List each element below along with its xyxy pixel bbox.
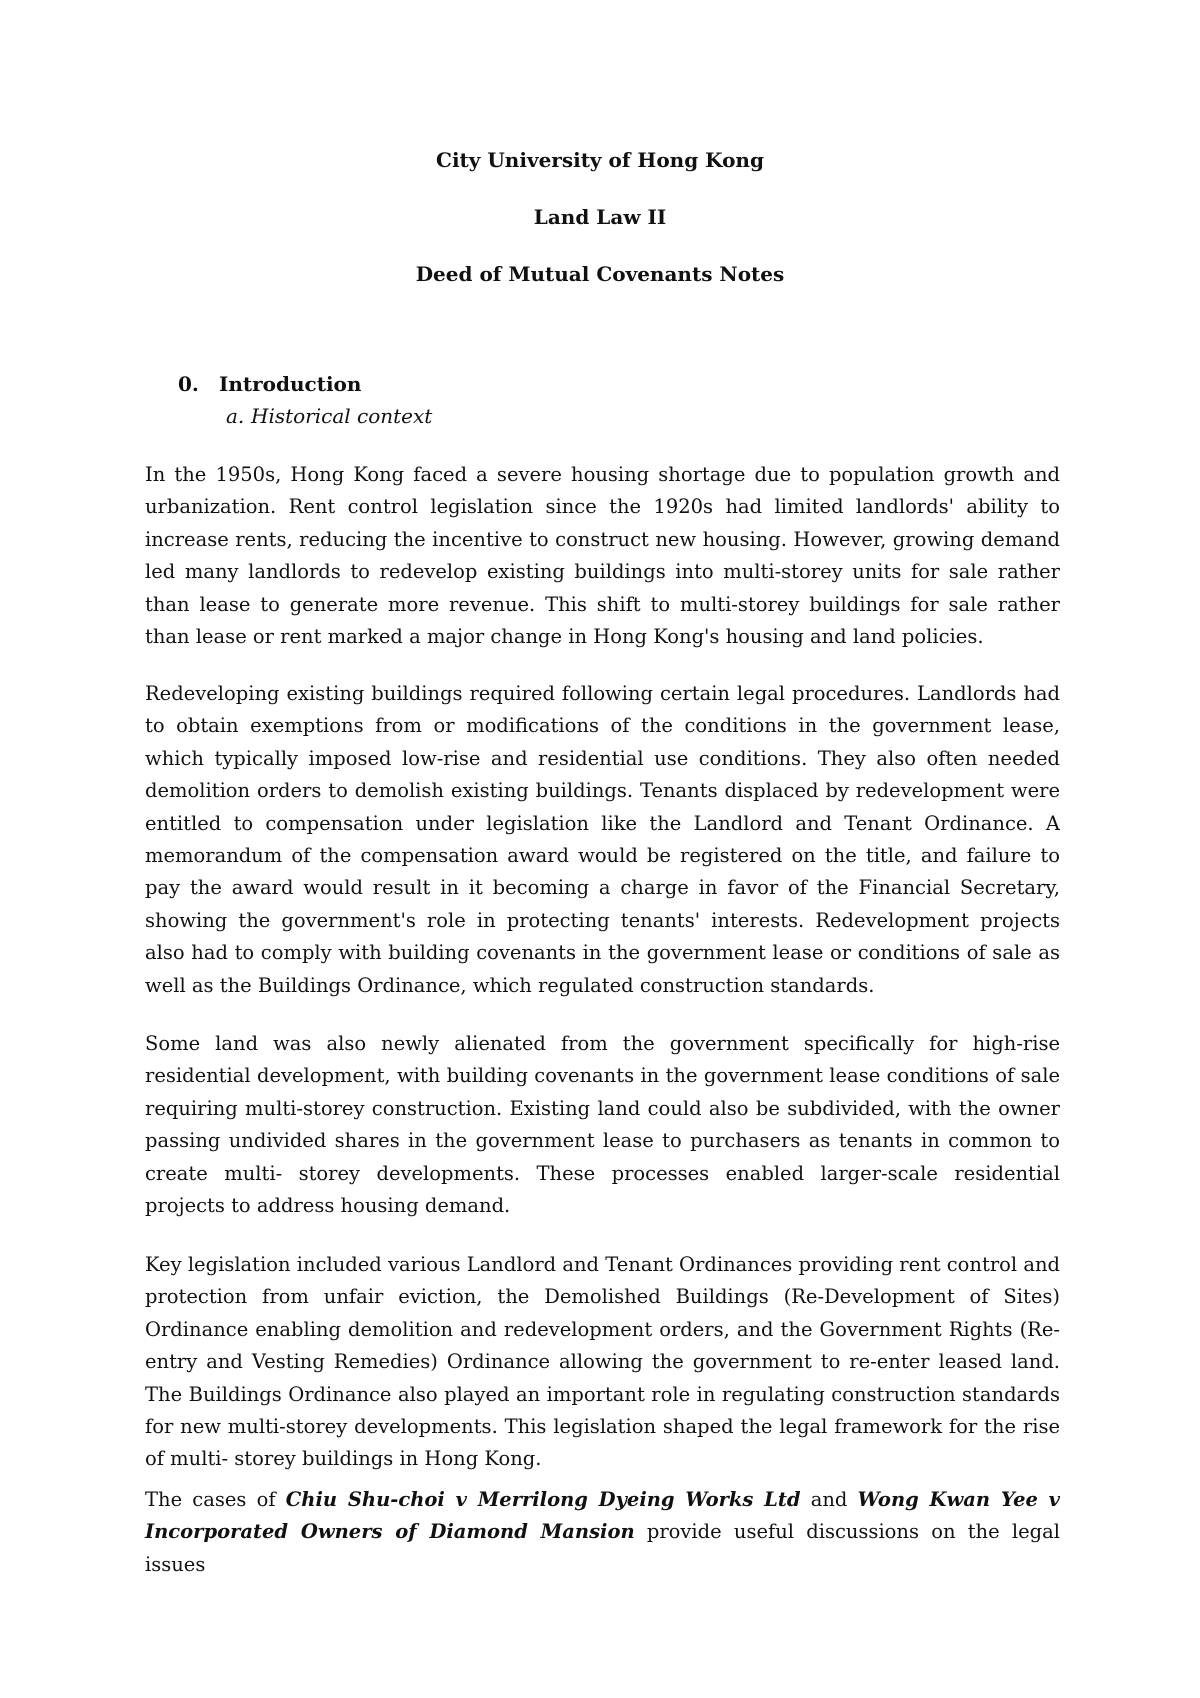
paragraph-4: Key legislation included various Landlord and Tenant Ordinances providing rent control and protection from unfair eviction, the Demolished Buildings (Re-Development of Sites) Ordinance enabling demolition and redevelopment orders, and the Government Rights (Re-entry and Vesting Remedies) Ordinance allowing the government to re-enter leased land. The Buildings Ordinance also played an important role in regulating construction standards for new multi-storey developments. This legislation shaped the legal framework for the rise of multi- storey buildings in Hong Kong.	[145, 1253, 1060, 1471]
paragraph-5-tail: provide useful discussions on the legal issues	[145, 1520, 1060, 1576]
case-citation-wong: Wong Kwan Yee v Incorporated Owners of Diamond Mansion	[145, 1488, 1061, 1544]
document-title: Deed of Mutual Covenants Notes	[415, 262, 785, 286]
subsection-heading	[226, 404, 432, 428]
paragraph-5	[145, 1484, 1060, 1581]
section-title: Introduction	[219, 372, 362, 396]
subsection-title: Historical context	[251, 404, 433, 428]
paragraph-5-joiner: and	[810, 1488, 848, 1511]
university-heading: City University of Hong Kong	[436, 148, 764, 172]
section-number: 0.	[178, 372, 199, 396]
paragraph-1: In the 1950s, Hong Kong faced a severe housing shortage due to population growth and urbanization. Rent control legislation since the 1920s had limited landlords' ability to increase rents, reducing the incentive to construct new housing. However, growing demand led many landlords to redevelop existing buildings into multi-storey units for sale rather than lease to generate more revenue. This shift to multi-storey buildings for sale rather than lease or rent marked a major change in Hong Kong's housing and land policies.	[145, 463, 1060, 649]
subsection-number: a.	[226, 404, 245, 428]
section-heading	[178, 372, 361, 396]
paragraph-5-intro: The cases of	[145, 1488, 276, 1511]
paragraph-3: Some land was also newly alienated from the government specifically for high-rise residential development, with building covenants in the government lease conditions of sale requiring multi-storey construction. Existing land could also be subdivided, with the owner passing undivided shares in the government lease to purchasers as tenants in common to create multi- storey developments. These processes enabled larger-scale residential projects to address housing demand.	[145, 1032, 1060, 1218]
paragraph-2: Redeveloping existing buildings required following certain legal procedures. Landlords had to obtain exemptions from or modifications of the conditions in the government lease, which typically imposed low-rise and residential use conditions. They also often needed demolition orders to demolish existing buildings. Tenants displaced by redevelopment were entitled to compensation under legislation like the Landlord and Tenant Ordinance. A memorandum of the compensation award would be registered on the title, and failure to pay the award would result in it becoming a charge in favor of the Financial Secretary, showing the government's role in protecting tenants' interests. Redevelopment projects also had to comply with building covenants in the government lease or conditions of sale as well as the Buildings Ordinance, which regulated construction standards.	[145, 682, 1060, 997]
case-citation-chiu: Chiu Shu-choi v Merrilong Dyeing Works Ltd	[285, 1488, 801, 1511]
course-heading: Land Law II	[533, 205, 667, 229]
